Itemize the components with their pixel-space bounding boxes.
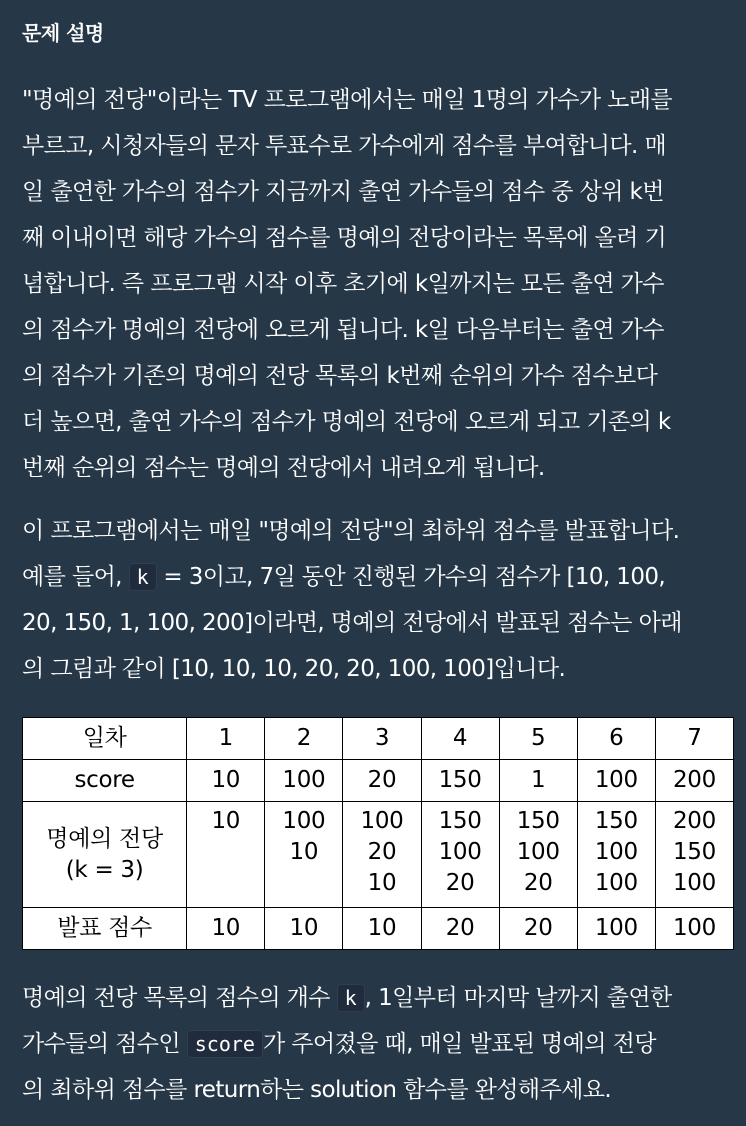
example-text: 예를 들어,	[22, 564, 129, 590]
example-line	[22, 554, 736, 600]
row-label-hall-of-fame	[23, 802, 187, 908]
hof-value: 150	[672, 839, 716, 865]
hof-value: 20	[523, 870, 553, 896]
example-line: 의 그림과 같이 [10, 10, 10, 20, 20, 100, 100]입니다.	[22, 656, 566, 682]
table-cell-score: 200	[655, 760, 733, 802]
table-cell-hof	[343, 802, 421, 908]
table-cell-day: 2	[265, 718, 343, 760]
row-label-line: (k = 3)	[65, 856, 144, 883]
intro-paragraph	[22, 77, 736, 491]
table-cell-hof	[499, 802, 577, 908]
table-cell-announced: 10	[187, 908, 265, 950]
task-text: , 1일부터 마지막 날까지 출연한	[364, 985, 672, 1011]
hof-value: 20	[367, 839, 397, 865]
section-heading: 문제 설명	[22, 21, 104, 45]
hof-value: 150	[438, 808, 482, 834]
table-cell-announced: 100	[577, 908, 655, 950]
table-cell-hof	[421, 802, 499, 908]
table-cell-day: 4	[421, 718, 499, 760]
table-cell-day: 5	[499, 718, 577, 760]
table-cell-day: 7	[655, 718, 733, 760]
hof-value: 100	[516, 839, 560, 865]
inline-code-k: k	[337, 984, 365, 1012]
intro-line: 념합니다. 즉 프로그램 시작 이후 초기에 k일까지는 모든 출연 가수	[22, 271, 664, 297]
intro-line: 일 출연한 가수의 점수가 지금까지 출연 가수들의 점수 중 상위 k번	[22, 179, 664, 205]
hof-value: 100	[594, 839, 638, 865]
task-line	[22, 975, 736, 1021]
task-text: 가수들의 점수인	[22, 1031, 187, 1057]
hof-value: 100	[594, 870, 638, 896]
table-cell-announced: 20	[499, 908, 577, 950]
hall-of-fame-table	[22, 717, 734, 950]
hof-value: 10	[289, 839, 319, 865]
intro-line: 의 점수가 기존의 명예의 전당 목록의 k번째 순위의 가수 점수보다	[22, 363, 658, 389]
hof-value: 150	[516, 808, 560, 834]
table-cell-hof	[187, 802, 265, 908]
table-cell-hof	[577, 802, 655, 908]
intro-line: 째 이내이면 해당 가수의 점수를 명예의 전당이라는 목록에 올려 기	[22, 225, 667, 251]
row-label-announced: 발표 점수	[23, 908, 187, 950]
example-line: 이 프로그램에서는 매일 "명예의 전당"의 최하위 점수를 발표합니다.	[22, 518, 680, 544]
table-row-days	[23, 718, 734, 760]
task-line	[22, 1021, 736, 1067]
table-row-announced	[23, 908, 734, 950]
intro-line: "명예의 전당"이라는 TV 프로그램에서는 매일 1명의 가수가 노래를	[22, 87, 673, 113]
table-cell-score: 1	[499, 760, 577, 802]
example-line: 20, 150, 1, 100, 200]이라면, 명예의 전당에서 발표된 점수는 아래	[22, 610, 682, 636]
hof-value: 10	[367, 870, 397, 896]
intro-line: 의 점수가 명예의 전당에 오르게 됩니다. k일 다음부터는 출연 가수	[22, 317, 664, 343]
example-paragraph	[22, 508, 736, 692]
table-cell-day: 1	[187, 718, 265, 760]
inline-code-score: score	[187, 1030, 263, 1058]
hof-value: 150	[594, 808, 638, 834]
table-cell-announced: 20	[421, 908, 499, 950]
hof-value: 100	[282, 808, 326, 834]
task-text: 명예의 전당 목록의 점수의 개수	[22, 985, 337, 1011]
table-cell-score: 10	[187, 760, 265, 802]
row-label-day: 일차	[23, 718, 187, 760]
intro-line: 부르고, 시청자들의 문자 투표수로 가수에게 점수를 부여합니다. 매	[22, 133, 667, 159]
table-cell-day: 3	[343, 718, 421, 760]
hof-value: 100	[438, 839, 482, 865]
inline-code-k: k	[129, 563, 157, 591]
task-line: 의 최하위 점수를 return하는 solution 함수를 완성해주세요.	[22, 1077, 612, 1103]
row-label-line: 명예의 전당	[46, 825, 163, 852]
table-cell-day: 6	[577, 718, 655, 760]
hof-value: 10	[211, 808, 241, 834]
hof-value: 20	[445, 870, 475, 896]
example-text: = 3이고, 7일 동안 진행된 가수의 점수가 [10, 100,	[156, 564, 666, 590]
task-text: 가 주어졌을 때, 매일 발표된 명예의 전당	[262, 1031, 656, 1057]
table-row-hall-of-fame	[23, 802, 734, 908]
table-cell-hof	[655, 802, 733, 908]
intro-line: 더 높으면, 출연 가수의 점수가 명예의 전당에 오르게 되고 기존의 k	[22, 409, 671, 435]
table-cell-score: 150	[421, 760, 499, 802]
hof-value: 200	[672, 808, 716, 834]
table-cell-score: 100	[265, 760, 343, 802]
intro-line: 번째 순위의 점수는 명예의 전당에서 내려오게 됩니다.	[22, 455, 545, 481]
table-cell-announced: 100	[655, 908, 733, 950]
hof-value: 100	[672, 870, 716, 896]
table-row-score	[23, 760, 734, 802]
table-cell-announced: 10	[343, 908, 421, 950]
row-label-score: score	[23, 760, 187, 802]
table-cell-score: 20	[343, 760, 421, 802]
table-cell-announced: 10	[265, 908, 343, 950]
table-cell-score: 100	[577, 760, 655, 802]
task-paragraph	[22, 975, 736, 1113]
hof-value: 100	[360, 808, 404, 834]
table-cell-hof	[265, 802, 343, 908]
